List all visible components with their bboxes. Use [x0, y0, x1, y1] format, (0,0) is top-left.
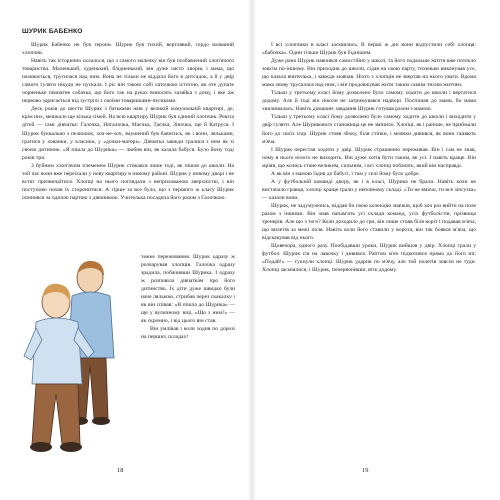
paragraph: Дуже рано Шурик навчився самостійно у школі, та його подальше життя вже потекло зовсім по-іншому. Він приходив до школи, сідав на свою парту, тихенько виконував усе, що казала вчителька, і завжди мовчав. Ніхто з хлопців не звертав на нього уваги. Вдома мама знову трусилася над ним, і він продовжував жити таким самим тихим життям.: [262, 58, 476, 89]
right-page: [252, 0, 500, 500]
left-page-text: [22, 41, 234, 202]
paragraph: Шурик, не задумуючись, віддав би свою колекцію значків, щоб хоч раз вийти на поле разом з іншими. Він знав напам'ять усі склади команд, усіх футболістів, прізвища тренерів. Але що з того? Коли доходило до гри, він лише стояв біля воріт і подавав м'яча, що вилетів за межі поля. Навіть коли його ставили у ворота, він так боявся м'яча, що відскакував від нього.: [262, 202, 476, 242]
paragraph: А у футбольній команді двору, як і в класі, Шурика не брали. Навіть коли не вистачало гравця, хлопці краще грали у неповному складі. «Ти не вмієш, ти все зіпсуєш» — казали вони.: [262, 178, 476, 201]
chapter-title: ШУРИК БАБЕНКО: [22, 28, 83, 35]
paragraph: Щовечора, одного разу. Пообідавши уроки, Шурик вийшов у двір. Хлопці грали у футбол. Шурик сів на лавочку і дивився. Раптом м'яч підкотився прямо до його ніг. «Подай!» — гукнули хлопці. Шурик ударив по м'ячу, але той полетів зовсім не туди. Хлопці засміялися, і Шурик, почервонівши, втік додому.: [262, 243, 476, 274]
paragraph: Тільки у третьому класі йому дозволено було самому ходити до школи і виходити у двір гуляти. Але Шурикового становища це не змінило. Хлопці, як і раніше, не приймали його до своїх ігор. Шурик стояв збоку, біля стінки, і мовчки дивився, як вони ганяють м'яча.: [262, 114, 476, 145]
paragraph: А як він з мамою їздив до бабусі, і там у селі йому було добре.: [271, 170, 421, 177]
paragraph: Тільки у третьому класі йому дозволено було самому ходити до школи і вертатися додому. Але й тоді він ніколи не затримувався надворі. Поспішав до мами, бо мама хвилювалась. Навіть домашнє завдання Шурик готував разом з мамою.: [262, 90, 476, 113]
page-number-left: 18: [117, 467, 124, 474]
paragraph: І всі хлопчики в класі засміялись. В перші ж дні вони відпустили собі хлопця: «бабочка». Один тільки Шурик був біднішим.: [262, 42, 476, 57]
paragraph: Шурик Бабенко не був героєм. Шурик був тихий, вертлявий, гордо названий хлопчик.: [22, 42, 234, 57]
paragraph: тежке переживання. Шурик одразу ж розчарував хлопців. Галочка одразу зрадила, побачивши Шурика. І одразу ж розповіла дівчаткам про його дитинство. Їх діти дуже швидко були наче лялькою, стрибав через скакалку і як він співав: «Я пішла до Шурика» — ще у вуличному віці, «Що з ним?» — як скромно, і від цього він став.: [141, 254, 235, 325]
paragraph: Навіть так історично склалося, що з самого малечку він був позбавлений хлоп'ячого товариства. Маленький, худенький, блідненький, він дуже часто хворів, і мама, що називається, трусилася над ним. Вона не тільки не віддала його в дитсадок, а й у двір самого гуляти нікуди не пускала. І ріс він такою собі латочкою істотою, як оте дупате чорненьке пімнатне собачка, що його так на руках виносять хазяйка з дому, і яке аж нервово здригається від зустрічі з своїми товаришами-песиками.: [22, 58, 234, 105]
paragraph: І Шурик перестав ходити у двір. Шурик страшенно переживав. Він і сам не знав, чому в нього нічого не виходить. Він дуже хотів бути таким, як усі. І навіть краще. Він мріяв, що колись стане великим, сильним, і всі хлопці побачать, який він насправді.: [262, 146, 476, 169]
paragraph: Десь років до шести Шурик з батьками жив у великій комунальній квартирі, де, крім них, мешкало ще кілька сімей. На всю квартиру Шурик був єдиний хлопчик. Решта дітей — самі дівчатка: Галочка, Наталочка, Маєчка, Таєчка, Зіночка, ще й Катруся. І Шурик буквально з пелюшок, хоч-не-хоч, змушений був бавитись, як і вони, ляльками, гратися у хованки, у класики, у «дочки-матері». Дівчатка завжди гралися з ним як зі своєю дитиною. «Я пішла до Шурика» — любив він, як казала бабуся. Було йому тоді років три.: [22, 106, 234, 161]
boys-illustration: [20, 248, 140, 458]
paragraph: З буйним хлоп'ячим племенем Шурик стикався лише тоді, як пішов до школи. На той час вони вже переїхали у нову квартиру в іншому районі. Шурик у новому дворі і не встиг призвичаїтися. Хлопці на нього поглядали з неприхованою зверхністю, і він поступово почав їх сторонитися. А гірше за все було, що з першого ж класу Шурик опинився за однією партою з дівчинкою. Учителька посадила його разом з Галочкою.: [22, 162, 234, 201]
page-number-right: 19: [362, 467, 369, 474]
right-page-text: [262, 41, 476, 274]
paragraph: Він умлівав і коли ходив по дорозі на перших складах!: [141, 326, 235, 341]
left-page-side-text: [141, 253, 235, 342]
